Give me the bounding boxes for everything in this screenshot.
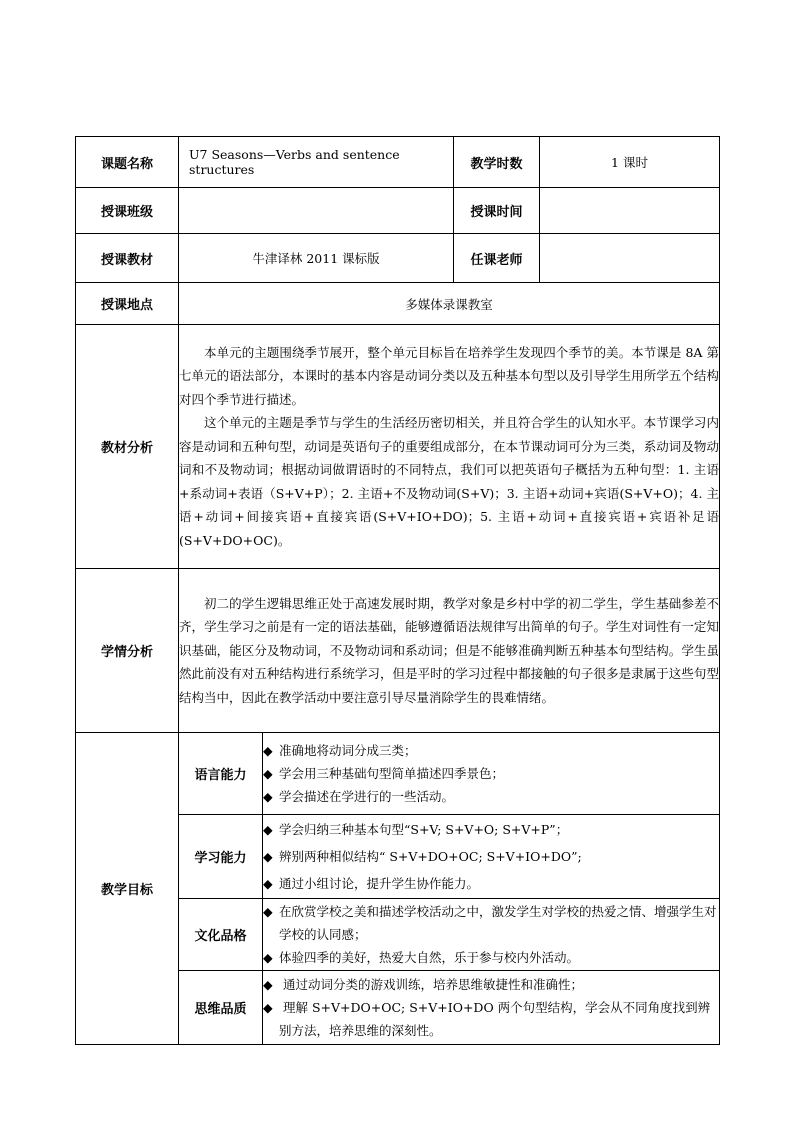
diamond-bullet-icon: ◆ [263,743,273,758]
hours-label: 教学时数 [454,137,540,188]
objective-item: ◆ 准确地将动词分成三类； [263,739,719,762]
objective-item: ◆ 在欣赏学校之美和描述学校活动之中，激发学生对学校的热爱之情、增强学生对学校的认同感； [263,900,719,946]
learners-paragraph: 初二的学生逻辑思维正处于高速发展时期，教学对象是乡村中学的初二学生，学生基础参差不齐，学生学习之前是有一定的语法基础，能够遵循语法规律写出简单的句子。学生对词性有一定知识基础，能区分及物动词，不及物动词和系动词；但是不能够准确判断五种基本句型结构。学生虽然此前没有对五种结构进行系统学习，但是平时的学习过程中都接触的句子很多是隶属于这些句型结构当中，因此在教学活动中要注意引导尽量消除学生的畏难情绪。 [179,595,719,705]
row-material-analysis [76,325,720,569]
lesson-plan-table [75,136,720,1045]
objective-item: ◆ 通过动词分类的游戏训练，培养思维敏捷性和准确性； [263,973,719,996]
learners-label: 学情分析 [76,569,179,733]
objective-items [263,899,720,971]
objective-item: ◆ 辨别两种相似结构“ S+V+DO+OC; S+V+IO+DO”; [263,843,719,870]
material-label: 授课教材 [76,234,179,283]
analysis-paragraph: 这个单元的主题是季节与学生的生活经历密切相关，并且符合学生的认知水平。本节课学习内容是动词和五种句型，动词是英语句子的重要组成部分，在本节课动词可分为三类，系动词及物动词和不及物动词；根据动词做谓语时的不同特点，我们可以把英语句子概括为五种句型：1. 主语+系动词+表语（S+V+P）；2. 主语+不及物动词(S+V)；3. 主语+动词+宾语(S+V+O)；4. 主语+动词+间接宾语+直接宾语(S+V+IO+DO)；5. 主语+动词+直接宾语+宾语补足语(S+V+DO+OC)。 [179,415,719,548]
row-material [76,234,720,283]
objective-item: ◆ 学会描述在学进行的一些活动。 [263,785,719,808]
objective-item: ◆ 体验四季的美好，热爱大自然，乐于参与校内外活动。 [263,946,719,969]
objective-item: ◆ 理解 S+V+DO+OC; S+V+IO+DO 两个句型结构，学会从不同角度找到辨别方法，培养思维的深刻性。 [263,996,719,1042]
objective-group-label: 学习能力 [179,815,263,899]
diamond-bullet-icon: ◆ [263,849,273,864]
course-name-label: 课题名称 [76,137,179,188]
diamond-bullet-icon: ◆ [263,789,273,804]
row-course-name [76,137,720,188]
diamond-bullet-icon: ◆ [263,876,273,891]
course-name-value: U7 Seasons—Verbs and sentence structures [179,137,454,188]
analysis-label: 教材分析 [76,325,179,569]
location-value: 多媒体录课教室 [179,283,720,325]
diamond-bullet-icon: ◆ [263,904,273,919]
objective-group-label: 语言能力 [179,733,263,815]
objective-item: ◆ 学会用三种基础句型简单描述四季景色； [263,762,719,785]
objective-item: ◆ 通过小组讨论，提升学生协作能力。 [263,870,719,897]
class-label: 授课班级 [76,188,179,234]
time-value [540,188,720,234]
diamond-bullet-icon: ◆ [263,766,273,781]
learners-text [179,569,720,733]
objective-group-label: 思维品质 [179,971,263,1045]
time-label: 授课时间 [454,188,540,234]
objective-items [263,815,720,899]
row-objective-language [76,733,720,815]
objectives-label: 教学目标 [76,733,179,1045]
row-class [76,188,720,234]
objective-item: ◆ 学会归纳三种基本句型“S+V; S+V+O; S+V+P”； [263,816,719,843]
objective-items [263,733,720,815]
row-learner-analysis [76,569,720,733]
hours-value: 1 课时 [540,137,720,188]
diamond-bullet-icon: ◆ [263,950,273,965]
diamond-bullet-icon: ◆ [263,977,273,992]
location-label: 授课地点 [76,283,179,325]
analysis-paragraph: 本单元的主题围绕季节展开，整个单元目标旨在培养学生发现四个季节的美。本节课是 8A 第七单元的语法部分，本课时的基本内容是动词分类以及五种基本句型以及引导学生用所学五个结构对四个季节进行描述。 [179,344,719,407]
diamond-bullet-icon: ◆ [263,1000,273,1015]
teacher-label: 任课老师 [454,234,540,283]
diamond-bullet-icon: ◆ [263,822,273,837]
teacher-value [540,234,720,283]
analysis-text [179,325,720,569]
objective-items [263,971,720,1045]
objective-group-label: 文化品格 [179,899,263,971]
class-value [179,188,454,234]
material-value: 牛津译林 2011 课标版 [179,234,454,283]
row-location [76,283,720,325]
